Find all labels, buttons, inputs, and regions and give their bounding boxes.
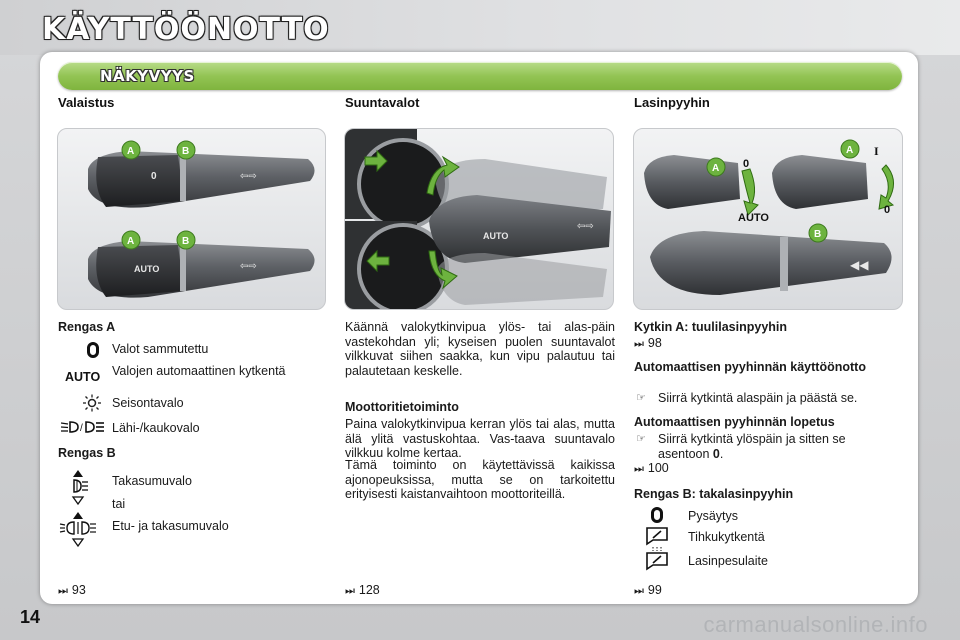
- fig3-label-a-left: A: [712, 163, 720, 174]
- indicator-stalk-figure: [344, 128, 614, 310]
- wiper-stalk-figure: [633, 128, 903, 310]
- ref-page-93-label: 93: [71, 583, 86, 597]
- auto-wipe-stop-text-body: Siirrä kytkintä ylöspäin ja sitten se asentoon: [658, 432, 846, 461]
- ring-b-item-0: Takasumuvalo: [112, 474, 192, 488]
- fig3-auto-label: AUTO: [738, 212, 769, 224]
- fig3-up-arrow-icon: [879, 165, 894, 209]
- position-zero-value: 0: [712, 446, 720, 461]
- section-title: NÄKYVYYS: [100, 67, 195, 85]
- motorway-paragraph-2: Tämä toiminto on käytettävissä kaikissa ajonopeuksissa, mutta se on tarkoitettu erityisesti kaistanvaihtoon moottoriteillä.: [345, 458, 615, 501]
- fig3-label-b: B: [814, 229, 822, 240]
- lighting-stalk-figure: [57, 128, 326, 310]
- fig1-auto-label: AUTO: [134, 264, 160, 274]
- page-ref-icon: ⏭: [634, 338, 644, 350]
- page-ref-icon: ⏭: [58, 585, 68, 597]
- auto-wipe-stop-text: Siirrä kytkintä ylöspäin ja sitten se asentoon 0.: [658, 432, 846, 461]
- ref-page-98-label: 98: [647, 336, 662, 350]
- fig1-label-b-top: B: [182, 146, 190, 157]
- lighting-stalk-illustration: [58, 129, 326, 310]
- page-ref-icon: ⏭: [634, 463, 644, 475]
- fig3-zero-label-left: 0: [743, 158, 750, 170]
- low-high-beam-icon: [60, 419, 106, 435]
- fig3-down-arrow-icon: [742, 169, 758, 215]
- ring-a-item-2: Seisontavalo: [112, 396, 184, 410]
- fig1-zero-label-top: 0: [151, 171, 157, 182]
- auto-lights-icon: [64, 368, 104, 384]
- ref-page-99-label: 99: [647, 583, 662, 597]
- svg-text:/: /: [80, 423, 83, 434]
- rear-fog-icon: [64, 470, 92, 506]
- lights-off-icon: [82, 342, 104, 358]
- ring-b-item-1: tai: [112, 497, 126, 511]
- ring-a-item-3: Lähi-/kaukovalo: [112, 421, 200, 435]
- heading-lasinpyyhin: Lasinpyyhin: [634, 95, 710, 110]
- auto-wipe-start-text: Siirrä kytkintä alaspäin ja päästä se.: [658, 391, 858, 405]
- motorway-function-heading: Moottoritietoiminto: [345, 400, 459, 414]
- ring-b-title: Rengas B: [58, 446, 116, 460]
- ref-page-128-label: 128: [358, 583, 380, 597]
- fig3-position-one-label: I: [874, 144, 879, 158]
- watermark: carmanualsonline.info: [703, 612, 928, 637]
- fig3-label-a-right: A: [846, 145, 854, 156]
- page-ref-icon: ⏭: [634, 585, 644, 597]
- ref-page-128[interactable]: [345, 583, 380, 598]
- ring-a-item-0: Valot sammutettu: [112, 342, 209, 356]
- rear-wiper-item-2: Lasinpesulaite: [688, 554, 768, 568]
- page-title: KÄYTTÖÖNOTTO: [42, 12, 330, 47]
- ring-a-item-1: Valojen automaattinen kytkentä: [112, 364, 286, 378]
- fig1-label-a-bottom: A: [127, 236, 135, 247]
- front-rear-fog-icon: [58, 512, 98, 548]
- heading-valaistus: Valaistus: [58, 95, 115, 110]
- motorway-paragraph-1: Paina valokytkinvipua kerran ylös tai alas, mutta älä ylitä vastuskohtaa. Vas-taava suuntavalo vilkkuu kolme kertaa.: [345, 417, 615, 460]
- svg-text:⇦⇨: ⇦⇨: [240, 261, 257, 272]
- switch-a-title: Kytkin A: tuulilasinpyyhin: [634, 320, 788, 334]
- rear-wiper-item-1: Tihkukytkentä: [688, 530, 765, 544]
- pointing-hand-icon: ☞: [636, 392, 646, 404]
- page-number: 14: [20, 607, 41, 627]
- ref-page-93[interactable]: [58, 583, 86, 598]
- svg-text:⇦⇨: ⇦⇨: [240, 171, 257, 182]
- ref-page-100[interactable]: [634, 461, 669, 476]
- auto-wipe-stop-title: Automaattisen pyyhinnän lopetus: [634, 415, 835, 429]
- indicator-stalk-illustration: [345, 129, 614, 310]
- rear-wiper-item-0: Pysäytys: [688, 509, 739, 523]
- fig1-label-a-top: A: [127, 146, 135, 157]
- wiper-stop-icon: [646, 507, 668, 523]
- ref-page-99[interactable]: [634, 583, 662, 598]
- svg-text:AUTO: AUTO: [65, 370, 101, 383]
- rear-wiper-title: Rengas B: takalasinpyyhin: [634, 487, 794, 501]
- ring-b-item-2: Etu- ja takasumuvalo: [112, 519, 229, 533]
- fig3-zero-label-right: 0: [884, 204, 891, 216]
- indicator-paragraph: Käännä valokytkinvipua ylös- tai alas-päin vastekohdan yli; kyseisen puolen suuntavalot vilkkuvat siihen saakka, kun vipu palautuu tai palautetaan keskelle.: [345, 320, 615, 378]
- fig2-auto-label: AUTO: [483, 231, 509, 241]
- washer-icon: [644, 547, 670, 571]
- wiper-stalk-illustration: [634, 129, 903, 310]
- page-ref-icon: ⏭: [345, 585, 355, 597]
- auto-wipe-start-title: Automaattisen pyyhinnän käyttöönotto: [634, 360, 866, 374]
- ring-a-title: Rengas A: [58, 320, 116, 334]
- ref-page-98[interactable]: [634, 336, 662, 351]
- fig1-label-b-bottom: B: [182, 236, 190, 247]
- svg-text:⇦⇨: ⇦⇨: [577, 221, 594, 232]
- svg-text:◀◀: ◀◀: [850, 258, 869, 272]
- pointing-hand-icon: ☞: [636, 433, 646, 445]
- parking-light-icon: [80, 394, 104, 412]
- heading-suuntavalot: Suuntavalot: [345, 95, 420, 110]
- ref-page-100-label: 100: [647, 461, 669, 475]
- intermittent-wiper-icon: [644, 526, 670, 546]
